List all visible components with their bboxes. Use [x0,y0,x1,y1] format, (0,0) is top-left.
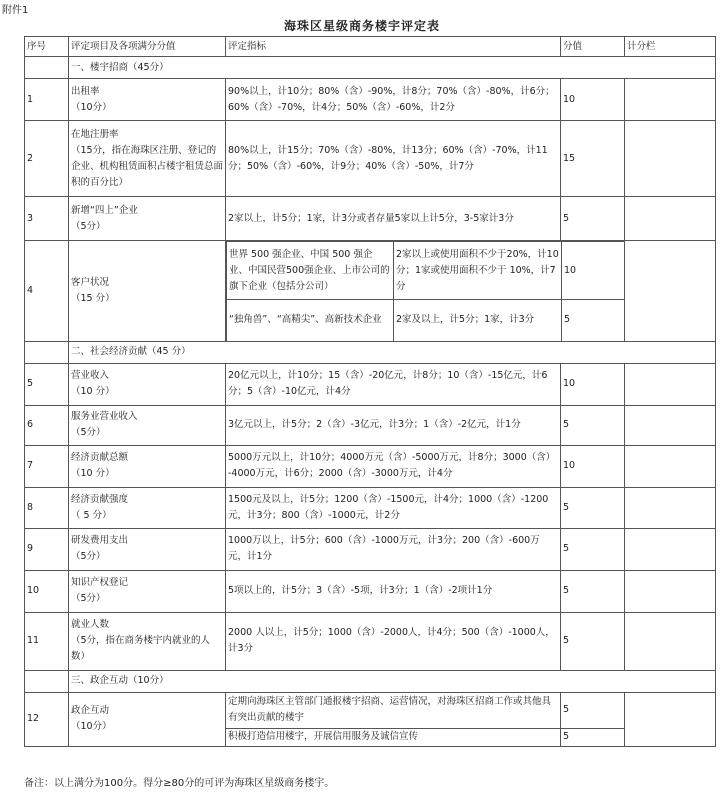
item-max-score: （5分） [71,427,106,438]
item-name: 新增“四上”企业 [71,204,138,216]
points-cell[interactable] [625,405,716,445]
header-criteria: 评定指标 [226,37,561,57]
row-no: 2 [25,121,69,197]
row-no: 6 [25,405,69,445]
section-title: 二、社会经济贡献（45 分） [69,341,716,363]
item-name: 客户状况 [71,276,110,288]
row-no: 5 [25,363,69,405]
points-cell[interactable] [625,79,716,121]
points-cell[interactable] [625,692,716,746]
row-no: 4 [25,241,69,342]
row-no: 12 [25,692,69,746]
item-name: 研发费用支出 [71,535,129,546]
item-max-score: （5分，指在商务楼宇内就业的人数） [71,635,211,662]
table-row [25,445,716,487]
item-max-score: （5分） [71,220,106,232]
table-row [25,197,716,241]
sub-criteria-right: 2家及以上，计5分；1家，计3分 [394,300,562,341]
item-name: 出租率 [71,85,100,97]
table-row [25,487,716,528]
sub-score: 5 [562,300,625,341]
item-name: 经济贡献总额 [71,452,129,463]
item-name: 知识产权登记 [71,577,129,588]
customer-criteria-table [226,241,625,341]
table-row [25,363,716,405]
points-cell[interactable] [625,445,716,487]
item-cell [69,612,226,670]
annex-label: 附件1 [2,5,29,16]
customer-criteria-cell [226,241,625,342]
section-blank [25,57,69,79]
item-cell [69,197,226,241]
section-title: 一、楼宇招商（45分） [69,57,716,79]
item-name: 营业收入 [71,370,110,381]
criteria-cell: 积极打造信用楼宇，开展信用服务及诚信宣传 [226,728,561,746]
score-cell: 15 [561,121,625,197]
score-cell: 5 [561,487,625,528]
score-cell: 5 [561,612,625,670]
table-row [25,692,716,728]
section-row [25,670,716,692]
score-cell: 5 [561,728,625,746]
item-max-score: （5分） [71,593,106,604]
row-no: 10 [25,570,69,612]
item-cell [69,241,226,342]
item-cell [69,445,226,487]
item-max-score: （10分） [71,101,112,113]
item-cell [69,528,226,570]
score-cell: 5 [561,405,625,445]
header-item: 评定项目及各项满分分值 [69,37,226,57]
section-row [25,57,716,79]
section-blank [25,341,69,363]
sub-row [227,242,625,300]
criteria-cell: 1000万以上，计5分；600（含）-1000万元，计3分；200（含）-600万元，计1分 [226,528,561,570]
header-points: 计分栏 [625,37,716,57]
points-cell[interactable] [625,612,716,670]
table-row [25,121,716,197]
item-cell [69,692,226,746]
row-no: 7 [25,445,69,487]
item-name: 政企互动 [71,705,110,716]
table-row [25,570,716,612]
item-max-score: （10 分） [71,386,115,397]
header-score: 分值 [561,37,625,57]
item-cell [69,363,226,405]
row-no: 8 [25,487,69,528]
score-cell: 5 [561,528,625,570]
points-cell[interactable] [625,241,716,342]
row-no: 1 [25,79,69,121]
header-no: 序号 [25,37,69,57]
item-name: 就业人数 [71,619,110,630]
criteria-cell: 80%以上，计15分；70%（含）-80%，计13分；60%（含）-70%，计11分；50%（含）-60%，计9分；40%（含）-50%，计7分 [226,121,561,197]
evaluation-table [24,36,716,747]
table-row [25,405,716,445]
criteria-cell: 2000 人以上，计5分；1000（含）-2000人，计4分；500（含）-1000人，计3分 [226,612,561,670]
points-cell[interactable] [625,197,716,241]
sub-criteria-left: “独角兽”、“高精尖”、高新技术企业 [227,300,394,341]
table-row [25,241,716,342]
item-cell [69,79,226,121]
item-cell [69,121,226,197]
sub-criteria-left: 世界 500 强企业、中国 500 强企业、中国民营500强企业、上市公司的旗下企业（包括分公司） [227,242,394,300]
footnote: 备注：以上满分为100分。得分≥80分的可评为海珠区星级商务楼宇。 [24,778,335,789]
criteria-cell: 5项以上的，计5分；3（含）-5项，计3分；1（含）-2项计1分 [226,570,561,612]
score-cell: 10 [561,445,625,487]
criteria-cell: 2家以上，计5分；1家，计3分或者存量5家以上计5分，3-5家计3分 [226,197,561,241]
item-cell [69,570,226,612]
criteria-cell: 1500元及以上，计5分；1200（含）-1500元，计4分；1000（含）-1200元，计3分；800（含）-1000元，计2分 [226,487,561,528]
section-title: 三、政企互动（10分） [69,670,716,692]
sub-row [227,300,625,341]
score-cell: 5 [561,692,625,728]
item-max-score: （5分） [71,551,106,562]
item-max-score: （15分，指在海珠区注册、登记的企业、机构租赁面积占楼宇租赁总面积的百分比） [71,144,224,188]
table-row [25,79,716,121]
item-cell [69,487,226,528]
section-row [25,341,716,363]
table-header-row [25,37,716,57]
points-cell[interactable] [625,363,716,405]
score-cell: 5 [561,570,625,612]
item-name: 服务业营业收入 [71,411,138,422]
points-cell[interactable] [625,528,716,570]
criteria-cell: 20亿元以上，计10分；15（含）-20亿元，计8分；10（含）-15亿元，计6分；5（含）-10亿元，计4分 [226,363,561,405]
table-row [25,528,716,570]
row-no: 3 [25,197,69,241]
score-cell: 10 [561,79,625,121]
points-cell[interactable] [625,570,716,612]
section-blank [25,670,69,692]
score-cell: 5 [561,197,625,241]
page-title: 海珠区星级商务楼宇评定表 [283,19,440,33]
criteria-cell: 3亿元以上，计5分；2（含）-3亿元，计3分；1（含）-2亿元，计1分 [226,405,561,445]
sub-score: 10 [562,242,625,300]
criteria-cell: 90%以上，计10分；80%（含）-90%，计8分；70%（含）-80%，计6分；60%（含）-70%，计4分；50%（含）-60%，计2分 [226,79,561,121]
sub-criteria-right: 2家以上或使用面积不少于20%，计10分；1家或使用面积不少于 10%，计7分 [394,242,562,300]
item-cell [69,405,226,445]
criteria-cell: 定期向海珠区主管部门通报楼宇招商、运营情况，对海珠区招商工作或其他具有突出贡献的楼宇 [226,692,561,728]
criteria-cell: 5000万元以上，计10分；4000万元（含）-5000万元，计8分；3000（含）-4000万元，计6分；2000（含）-3000万元，计4分 [226,445,561,487]
item-name: 在地注册率 [71,128,119,140]
points-cell[interactable] [625,487,716,528]
row-no: 9 [25,528,69,570]
item-name: 经济贡献强度 [71,493,129,505]
item-max-score: （15 分） [71,292,115,304]
item-max-score: （10 分） [71,468,115,479]
score-cell: 10 [561,363,625,405]
table-row [25,612,716,670]
points-cell[interactable] [625,121,716,197]
row-no: 11 [25,612,69,670]
item-max-score: （ 5 分） [71,509,112,521]
item-max-score: （10分） [71,721,112,732]
